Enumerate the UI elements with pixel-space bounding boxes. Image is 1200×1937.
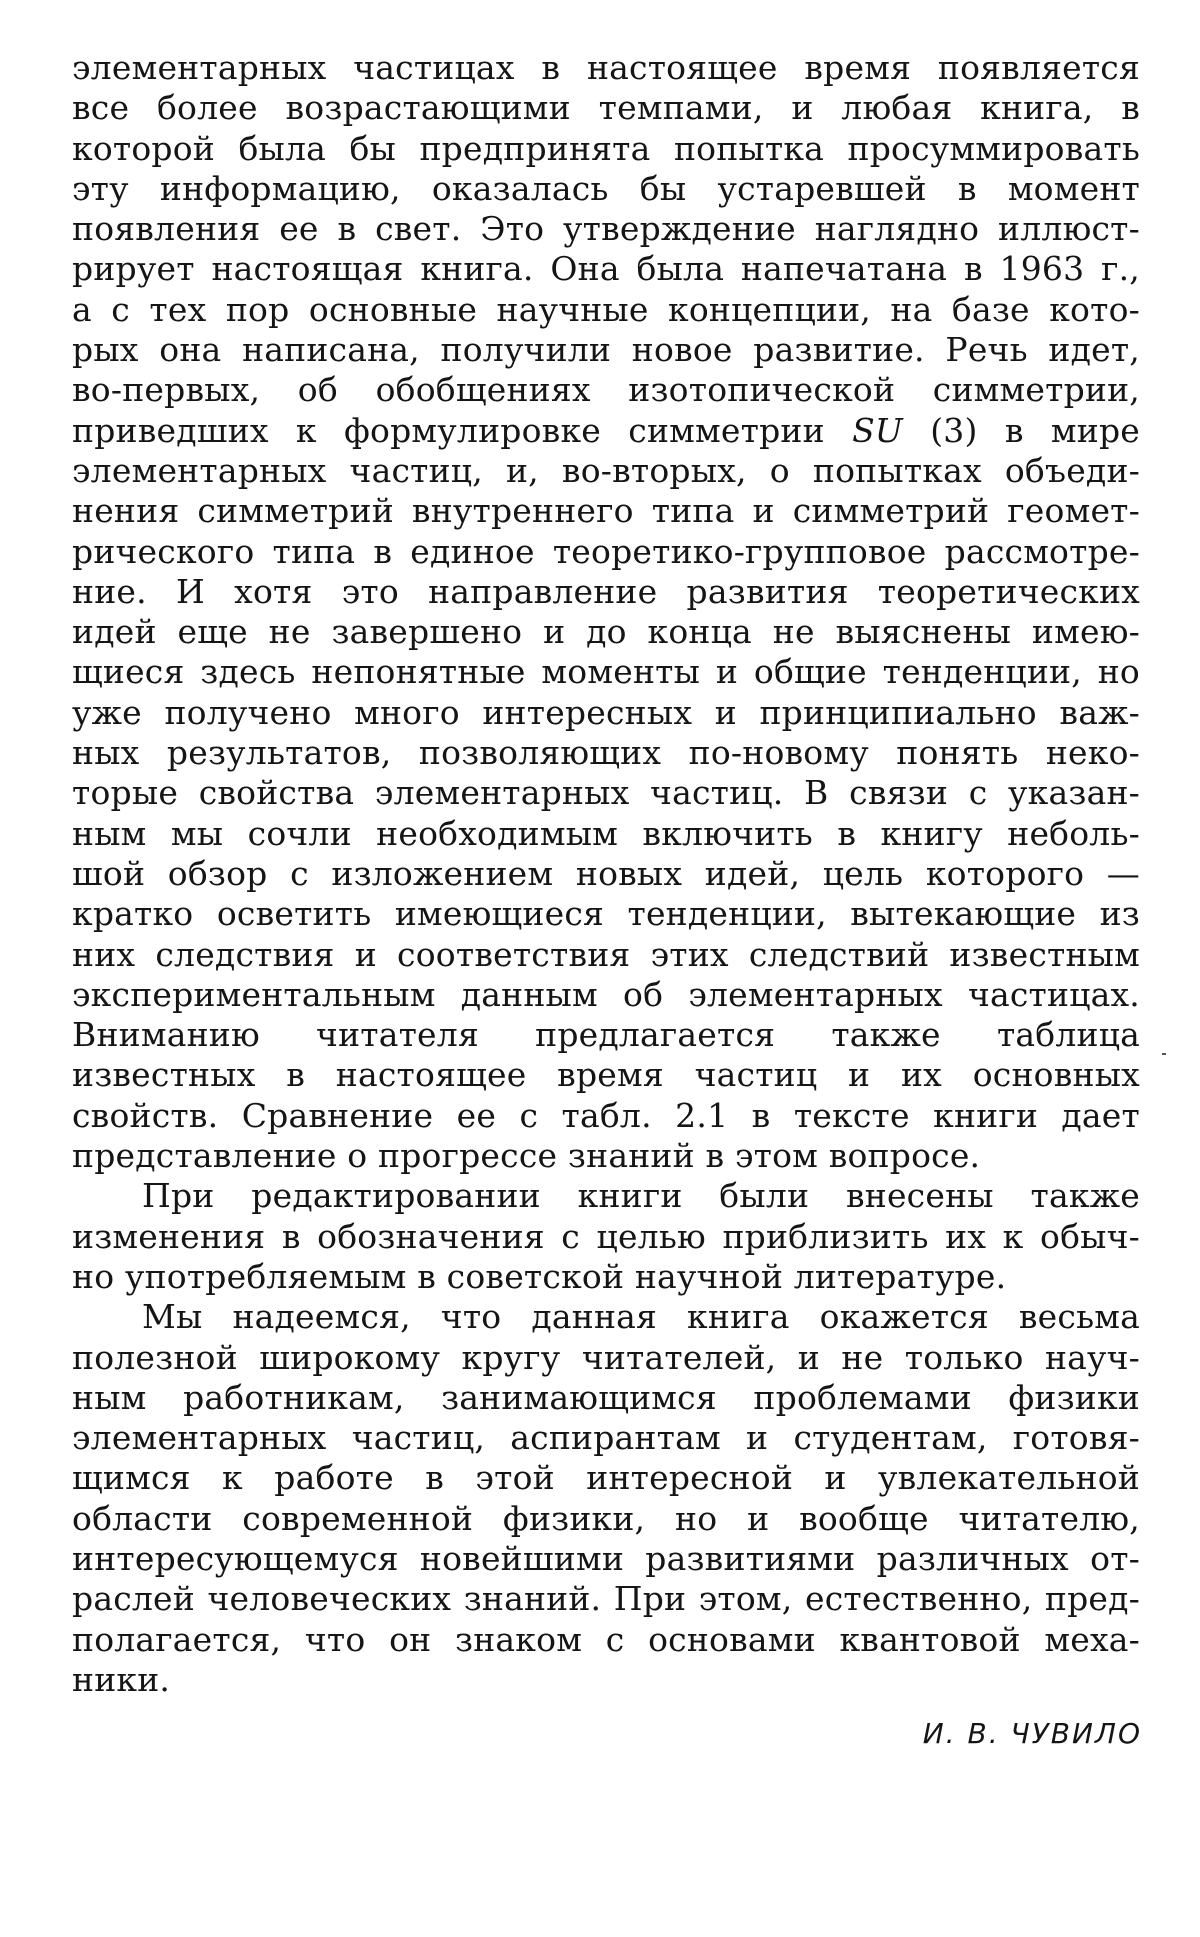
- text-line: представление о прогрессе знаний в этом вопросе.: [72, 1136, 981, 1176]
- text-line: нения симметрий внутреннего типа и симметрий геомет-: [72, 491, 1140, 531]
- text-line: шой обзор с изложением новых идей, цель которого —: [72, 853, 1140, 893]
- text-line: рического типа в единое теоретико-групповое рассмотре-: [72, 531, 1140, 571]
- text-line: идей еще не завершено и до конца не выяснены имею-: [72, 612, 1140, 652]
- author-signature: И. В. ЧУВИЛО: [922, 1717, 1142, 1750]
- margin-mark: [1162, 1053, 1166, 1055]
- text-line: рирует настоящая книга. Она была напечатана в 1963 г.,: [72, 249, 1140, 289]
- text-line: эту информацию, оказалась бы устаревшей в момент: [72, 168, 1140, 208]
- text-line: раслей человеческих знаний. При этом, естественно, пред-: [72, 1579, 1140, 1619]
- text-line: элементарных частиц, и, во-вторых, о попытках объеди-: [72, 450, 1140, 490]
- page-body: [72, 48, 1140, 1700]
- text-line: все более возрастающими темпами, и любая книга, в: [72, 88, 1140, 128]
- text-line: полезной широкому кругу читателей, и не только науч-: [72, 1337, 1140, 1377]
- paragraph-3: [72, 1297, 1140, 1700]
- text-line: Мы надеемся, что данная книга окажется весьма: [142, 1297, 1140, 1337]
- text-line: них следствия и соответствия этих следствий известным: [72, 934, 1140, 974]
- text-line: кратко осветить имеющиеся тенденции, вытекающие из: [72, 894, 1140, 934]
- text-line: интересующемуся новейшими развитиями различных от-: [72, 1538, 1140, 1578]
- text-line: а с тех пор основные научные концепции, на базе кото-: [72, 289, 1140, 329]
- text-line: элементарных частицах в настоящее время появляется: [72, 48, 1140, 87]
- text-line: щиеся здесь непонятные моменты и общие тенденции, но: [72, 652, 1140, 692]
- text-line: При редактировании книги были внесены также: [142, 1176, 1140, 1216]
- text-line: торые свойства элементарных частиц. В связи с указан-: [72, 773, 1140, 813]
- text-line: Вниманию читателя предлагается также таблица: [72, 1015, 1140, 1055]
- text-line: ных результатов, позволяющих по-новому понять неко-: [72, 733, 1140, 773]
- text-line: элементарных частиц, аспирантам и студентам, готовя-: [72, 1418, 1140, 1458]
- text-line: уже получено много интересных и принципиально важ-: [72, 692, 1140, 732]
- text-line: рых она написана, получили новое развитие. Речь идет,: [72, 330, 1140, 370]
- text-line: полагается, что он знаком с основами квантовой меха-: [72, 1619, 1140, 1659]
- text-line: области современной физики, но и вообще читателю,: [72, 1498, 1140, 1538]
- text-line: которой была бы предпринята попытка просуммировать: [72, 128, 1140, 168]
- text-line: ники.: [72, 1659, 171, 1699]
- text-line: появления ее в свет. Это утверждение наглядно иллюст-: [72, 209, 1140, 249]
- text-line: во-первых, об обобщениях изотопической симметрии,: [72, 370, 1140, 410]
- text-line: ние. И хотя это направление развития теоретических: [72, 571, 1140, 611]
- text-line: ным мы сочли необходимым включить в книгу неболь-: [72, 813, 1140, 853]
- text-line: приведших к формулировке симметрии SU (3) в мире: [72, 410, 1141, 450]
- paragraph-2: [72, 1176, 1140, 1297]
- text-line: ным работникам, занимающимся проблемами физики: [72, 1377, 1140, 1417]
- text-line: щимся к работе в этой интересной и увлекательной: [72, 1458, 1140, 1498]
- text-line: изменения в обозначения с целью приблизить их к обыч-: [72, 1216, 1140, 1256]
- text-line: известных в настоящее время частиц и их основных: [72, 1055, 1140, 1095]
- text-line: но употребляемым в советской научной литературе.: [72, 1256, 1007, 1296]
- text-line: свойств. Сравнение ее с табл. 2.1 в тексте книги дает: [72, 1095, 1140, 1135]
- text-line: экспериментальным данным об элементарных частицах.: [72, 974, 1140, 1014]
- paragraph-1: [72, 48, 1140, 1176]
